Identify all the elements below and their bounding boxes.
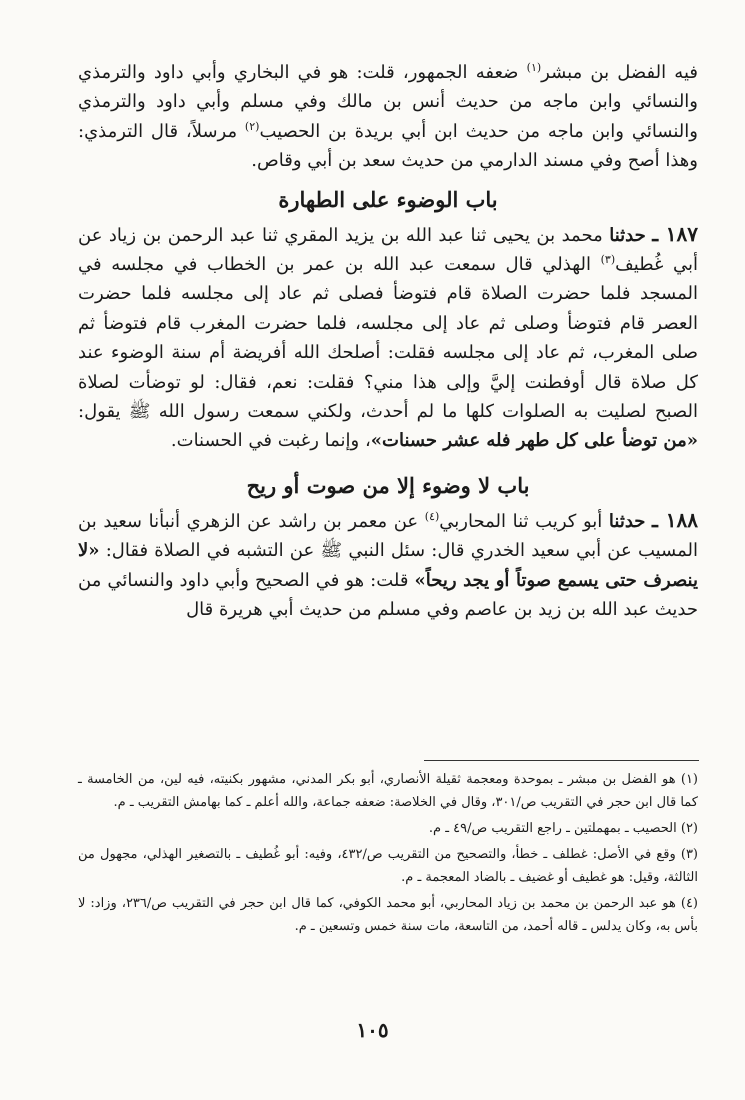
footnotes [78, 768, 698, 941]
hadith-text-3: ، وإنما رغبت في الحسنات. [170, 430, 371, 452]
hadith-188 [78, 506, 698, 625]
hadith-text-2: الهذلي قال سمعت عبد الله بن عمر بن الخطاب في مجلسه في المسجد فلما حضرت الصلاة قام فتوضأ فصلى ثم عاد إلى مجلسه فلما حضرت العصر قام فتوضأ وصلى ثم عاد إلى مجلسه، فلما حضرت المغرب قام فتوضأ ثم صلى المغرب، ثم عاد إلى مجلسه فقلت: أصلحك الله أفريضة أم سنة الوضوء عند كل صلاة قال أوفطنت إليَّ وإلى هذا مني؟ فقلت: نعم، فقال: لو توضأت لصلاة الصبح لصليت به الصلوات كلها ما لم أحدث، ولكني سمعت رسول الله ﷺ يقول: [78, 254, 698, 423]
intro-text-2: ضعفه الجمهور، قلت: هو في البخاري وأبي داود والترمذي والنسائي وابن ماجه من حديث أنس بن مالك وفي مسلم وأبي داود والترمذي والنسائي وابن ماجه من حديث ابن أبي بريدة بن الحصيب [78, 62, 698, 142]
hadith-opener: حدثنا [608, 510, 646, 532]
hadith-number: ١٨٨ ـ [652, 507, 699, 532]
footnote-divider [424, 760, 699, 761]
hadith-opener: حدثنا [609, 224, 646, 246]
intro-text-3: مرسلاً، قال الترمذي: وهذا أصح وفي مسند الدارمي من حديث سعد بن أبي وقاص. [78, 120, 698, 172]
chapter-heading-ablution: باب الوضوء على الطهارة [278, 186, 498, 212]
hadith-187 [78, 220, 698, 456]
chapter-heading-no-ablution: باب لا وضوء إلا من صوت أو ريح [246, 472, 530, 498]
footnote-ref-1: (١) [526, 61, 542, 74]
footnote-1: (١) هو الفضل بن مبشر ـ بموحدة ومعجمة ثقيلة الأنصاري، أبو بكر المدني، مشهور بكنيته، فيه لين، من الخامسة ـ كما قال ابن حجر في التقريب ص/٣٠١، وقال في الخلاصة: ضعفه جماعة، والله أعلم ـ كما بهامش التقريب ـ م. [78, 772, 698, 810]
footnote-ref-2: (٢) [244, 119, 260, 133]
footnote-3: (٣) وقع في الأصل: غطلف ـ خطأ، والتصحيح من التقريب ص/٤٣٢، وفيه: أبو غُطيف ـ بالتصغير الهذلي، مجهول من الثالثة، وقيل: هو غطيف أو غضيف ـ بالضاد المعجمة ـ م. [78, 847, 698, 885]
hadith-number: ١٨٧ ـ [652, 221, 698, 246]
intro-paragraph [78, 58, 698, 176]
footnote-ref-3: (٣) [600, 253, 616, 267]
page-number: ١٠٥ [356, 1018, 389, 1042]
hadith-text-2: عن معمر بن راشد عن الزهري أنبأنا سعيد بن المسيب عن أبي سعيد الخدري قال: سئل النبي ﷺ عن التشبه في الصلاة فقال: [78, 510, 698, 562]
hadith-text-3: قلت: هو في الصحيح وأبي داود والنسائي من حديث عبد الله بن زيد بن عاصم وفي مسلم من حديث أبي هريرة قال [78, 569, 698, 621]
hadith-text-1: محمد بن يحيى ثنا عبد الله بن يزيد المقري ثنا عبد الرحمن بن زياد عن أبي غُطيف [78, 224, 698, 276]
hadith-text-1: أبو كريب ثنا المحاربي [439, 510, 609, 532]
prophetic-quote: «من توضأ على كل طهر فله عشر حسنات» [370, 430, 698, 452]
footnote-ref-4: (٤) [424, 509, 440, 523]
prophetic-quote: «لا ينصرف حتى يسمع صوتاً أو يجد ريحاً» [78, 540, 698, 591]
main-text [78, 58, 698, 625]
intro-text-1: فيه الفضل بن مبشر [541, 62, 698, 83]
footnote-2: (٢) الحصيب ـ بمهملتين ـ راجع التقريب ص/٤٩ ـ م. [428, 821, 698, 836]
footnote-4: (٤) هو عبد الرحمن بن محمد بن زياد المحاربي، أبو محمد الكوفي، كما قال ابن حجر في التقريب ص/٢٣٦، وزاد: لا بأس به، وكان يدلس ـ قاله أحمد، من التاسعة، مات سنة خمس وتسعين ـ م. [78, 896, 698, 934]
